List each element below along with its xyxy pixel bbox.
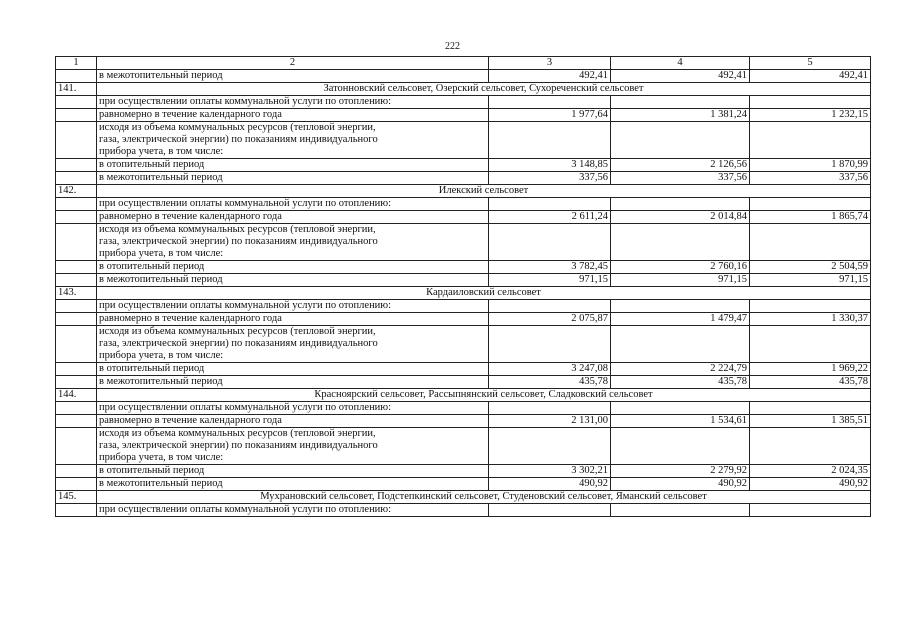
value-cell: 2 224,79 xyxy=(611,363,750,376)
header-cell: 1 xyxy=(56,57,97,70)
section-number: 144. xyxy=(56,389,97,402)
table-row xyxy=(56,465,871,478)
row-label-line: исходя из объема коммунальных ресурсов (тепловой энергии, xyxy=(99,224,376,235)
row-number-cell xyxy=(56,428,97,465)
value-cell xyxy=(750,198,871,211)
value-cell: 1 385,51 xyxy=(750,415,871,428)
table-row xyxy=(56,326,871,363)
value-cell: 1 870,99 xyxy=(750,159,871,172)
value-cell: 2 279,92 xyxy=(611,465,750,478)
section-title: Илекский сельсовет xyxy=(97,185,871,198)
row-label: в отопительный период xyxy=(97,159,489,172)
value-cell: 1 479,47 xyxy=(611,313,750,326)
value-cell xyxy=(489,428,611,465)
value-cell: 435,78 xyxy=(489,376,611,389)
value-cell: 435,78 xyxy=(611,376,750,389)
header-cell: 4 xyxy=(611,57,750,70)
value-cell: 490,92 xyxy=(750,478,871,491)
value-cell xyxy=(611,224,750,261)
value-cell: 337,56 xyxy=(611,172,750,185)
row-label-line: исходя из объема коммунальных ресурсов (тепловой энергии, xyxy=(99,326,376,337)
row-label-multiline xyxy=(97,224,489,261)
section-title: Затонновский сельсовет, Озерский сельсовет, Сухореченский сельсовет xyxy=(97,83,871,96)
row-number-cell xyxy=(56,122,97,159)
value-cell: 492,41 xyxy=(489,70,611,83)
section-row xyxy=(56,185,871,198)
value-cell: 3 302,21 xyxy=(489,465,611,478)
value-cell xyxy=(750,326,871,363)
section-row xyxy=(56,491,871,504)
value-cell: 971,15 xyxy=(611,274,750,287)
value-cell: 2 024,35 xyxy=(750,465,871,478)
section-number: 142. xyxy=(56,185,97,198)
value-cell: 1 330,37 xyxy=(750,313,871,326)
table-row xyxy=(56,402,871,415)
tariff-table xyxy=(55,56,871,517)
table-row xyxy=(56,274,871,287)
value-cell xyxy=(489,122,611,159)
row-label: при осуществлении оплаты коммунальной услуги по отоплению: xyxy=(97,402,489,415)
row-number-cell xyxy=(56,415,97,428)
row-label-line: исходя из объема коммунальных ресурсов (тепловой энергии, xyxy=(99,122,376,133)
value-cell: 1 381,24 xyxy=(611,109,750,122)
row-label: в межотопительный период xyxy=(97,274,489,287)
value-cell: 1 232,15 xyxy=(750,109,871,122)
value-cell: 2 504,59 xyxy=(750,261,871,274)
value-cell: 971,15 xyxy=(750,274,871,287)
table-row xyxy=(56,224,871,261)
row-number-cell xyxy=(56,313,97,326)
value-cell xyxy=(489,300,611,313)
value-cell xyxy=(611,326,750,363)
value-cell xyxy=(611,428,750,465)
row-label-multiline xyxy=(97,326,489,363)
table-row xyxy=(56,211,871,224)
row-number-cell xyxy=(56,376,97,389)
value-cell xyxy=(611,300,750,313)
value-cell xyxy=(489,402,611,415)
value-cell xyxy=(489,198,611,211)
row-label-line: газа, электрической энергии) по показаниям индивидуального xyxy=(99,134,378,145)
table-header-row xyxy=(56,57,871,70)
table-row xyxy=(56,261,871,274)
value-cell xyxy=(611,402,750,415)
value-cell: 3 247,08 xyxy=(489,363,611,376)
table-row xyxy=(56,313,871,326)
row-number-cell xyxy=(56,159,97,172)
row-label-line: прибора учета, в том числе: xyxy=(99,248,224,259)
section-row xyxy=(56,287,871,300)
value-cell xyxy=(611,504,750,517)
value-cell xyxy=(750,300,871,313)
section-number: 143. xyxy=(56,287,97,300)
table-row xyxy=(56,363,871,376)
value-cell xyxy=(750,122,871,159)
row-label-multiline xyxy=(97,428,489,465)
row-number-cell xyxy=(56,274,97,287)
value-cell xyxy=(611,96,750,109)
value-cell xyxy=(489,326,611,363)
row-label: в отопительный период xyxy=(97,261,489,274)
row-number-cell xyxy=(56,261,97,274)
value-cell xyxy=(611,198,750,211)
value-cell: 2 760,16 xyxy=(611,261,750,274)
value-cell: 1 534,61 xyxy=(611,415,750,428)
row-label-line: газа, электрической энергии) по показаниям индивидуального xyxy=(99,338,378,349)
value-cell xyxy=(750,96,871,109)
value-cell: 2 126,56 xyxy=(611,159,750,172)
row-number-cell xyxy=(56,198,97,211)
row-label-line: прибора учета, в том числе: xyxy=(99,350,224,361)
table-row xyxy=(56,122,871,159)
table-row xyxy=(56,172,871,185)
value-cell xyxy=(489,96,611,109)
row-label: равномерно в течение календарного года xyxy=(97,109,489,122)
value-cell: 337,56 xyxy=(489,172,611,185)
value-cell: 435,78 xyxy=(750,376,871,389)
row-label: в межотопительный период xyxy=(97,478,489,491)
row-number-cell xyxy=(56,402,97,415)
value-cell: 3 148,85 xyxy=(489,159,611,172)
row-number-cell xyxy=(56,300,97,313)
section-number: 145. xyxy=(56,491,97,504)
table-row xyxy=(56,300,871,313)
value-cell: 490,92 xyxy=(611,478,750,491)
value-cell xyxy=(611,122,750,159)
table-row xyxy=(56,198,871,211)
table-row xyxy=(56,504,871,517)
value-cell xyxy=(489,504,611,517)
row-label-line: газа, электрической энергии) по показаниям индивидуального xyxy=(99,236,378,247)
section-title: Кардаиловский сельсовет xyxy=(97,287,871,300)
value-cell: 1 977,64 xyxy=(489,109,611,122)
header-cell: 3 xyxy=(489,57,611,70)
section-row xyxy=(56,389,871,402)
value-cell: 2 611,24 xyxy=(489,211,611,224)
section-title: Мухрановский сельсовет, Подстепкинский сельсовет, Студеновский сельсовет, Яманский сельсовет xyxy=(97,491,871,504)
row-number-cell xyxy=(56,478,97,491)
row-label-line: прибора учета, в том числе: xyxy=(99,452,224,463)
row-label: в отопительный период xyxy=(97,465,489,478)
value-cell xyxy=(750,428,871,465)
row-label: при осуществлении оплаты коммунальной услуги по отоплению: xyxy=(97,300,489,313)
table-row xyxy=(56,415,871,428)
row-number-cell xyxy=(56,96,97,109)
row-number-cell xyxy=(56,109,97,122)
header-cell: 5 xyxy=(750,57,871,70)
section-title: Красноярский сельсовет, Рассыпнянский сельсовет, Сладковский сельсовет xyxy=(97,389,871,402)
value-cell: 492,41 xyxy=(611,70,750,83)
row-label-line: исходя из объема коммунальных ресурсов (тепловой энергии, xyxy=(99,428,376,439)
value-cell: 1 865,74 xyxy=(750,211,871,224)
page-number: 222 xyxy=(445,41,460,52)
row-label-line: прибора учета, в том числе: xyxy=(99,146,224,157)
row-label: при осуществлении оплаты коммунальной услуги по отоплению: xyxy=(97,96,489,109)
row-label: в отопительный период xyxy=(97,363,489,376)
value-cell xyxy=(750,224,871,261)
row-label: при осуществлении оплаты коммунальной услуги по отоплению: xyxy=(97,504,489,517)
row-number-cell xyxy=(56,504,97,517)
row-number-cell xyxy=(56,211,97,224)
table-row xyxy=(56,478,871,491)
row-number-cell xyxy=(56,224,97,261)
value-cell: 490,92 xyxy=(489,478,611,491)
table-row xyxy=(56,159,871,172)
row-label: равномерно в течение календарного года xyxy=(97,313,489,326)
table-row xyxy=(56,376,871,389)
section-row xyxy=(56,83,871,96)
row-label: равномерно в течение календарного года xyxy=(97,211,489,224)
value-cell: 2 075,87 xyxy=(489,313,611,326)
row-label: в межотопительный период xyxy=(97,172,489,185)
table-row xyxy=(56,109,871,122)
row-number-cell xyxy=(56,465,97,478)
value-cell xyxy=(750,402,871,415)
row-label: равномерно в течение календарного года xyxy=(97,415,489,428)
row-number-cell xyxy=(56,363,97,376)
row-label: в межотопительный период xyxy=(97,376,489,389)
row-label: в межотопительный период xyxy=(97,70,489,83)
value-cell: 2 131,00 xyxy=(489,415,611,428)
value-cell: 1 969,22 xyxy=(750,363,871,376)
table-row xyxy=(56,96,871,109)
value-cell: 492,41 xyxy=(750,70,871,83)
row-number-cell xyxy=(56,172,97,185)
value-cell xyxy=(489,224,611,261)
row-number-cell xyxy=(56,326,97,363)
value-cell: 3 782,45 xyxy=(489,261,611,274)
row-label-line: газа, электрической энергии) по показаниям индивидуального xyxy=(99,440,378,451)
value-cell: 971,15 xyxy=(489,274,611,287)
row-label-multiline xyxy=(97,122,489,159)
value-cell: 2 014,84 xyxy=(611,211,750,224)
row-label: при осуществлении оплаты коммунальной услуги по отоплению: xyxy=(97,198,489,211)
value-cell: 337,56 xyxy=(750,172,871,185)
value-cell xyxy=(750,504,871,517)
table-row xyxy=(56,70,871,83)
row-number-cell xyxy=(56,70,97,83)
header-cell: 2 xyxy=(97,57,489,70)
section-number: 141. xyxy=(56,83,97,96)
table-row xyxy=(56,428,871,465)
